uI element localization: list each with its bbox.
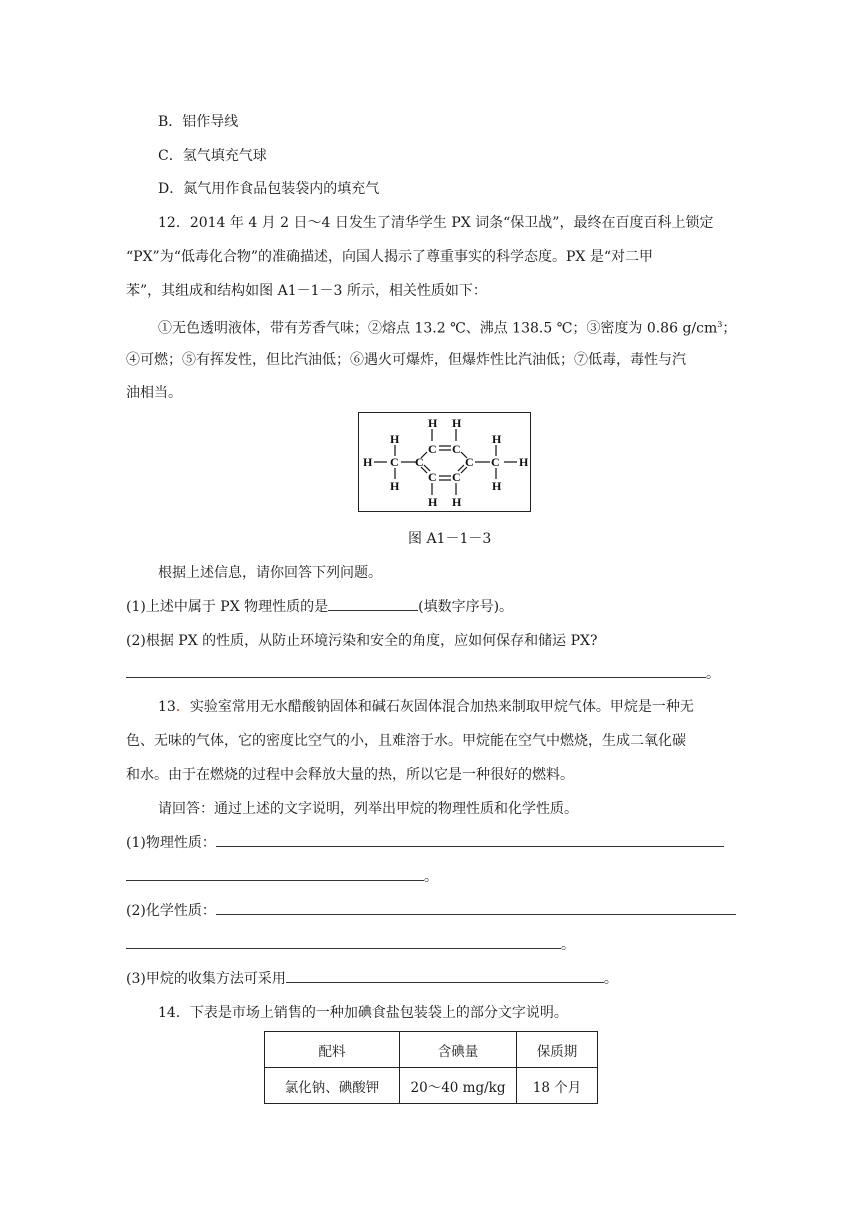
table-header-cell: 保质期 bbox=[517, 1032, 598, 1068]
superscript-3: 3 bbox=[717, 320, 723, 329]
q13-part-3 bbox=[126, 970, 618, 988]
atom-c-methyl-left: C bbox=[390, 455, 399, 469]
q12-part-2: (2)根据 PX 的性质，从防止环境污染和安全的角度，应如何保存和储运 PX? bbox=[126, 633, 598, 649]
q13-number: 13 bbox=[158, 699, 176, 715]
q12-answer-line bbox=[126, 665, 720, 683]
atom-h-1: H bbox=[390, 432, 400, 446]
atom-c-ring-bottom-right: C bbox=[452, 470, 461, 484]
q12-part-1-hint: (填数字序号)。 bbox=[418, 599, 514, 615]
q12-line-5: ④可燃；⑤有挥发性，但比汽油低；⑥遇火可爆炸，但爆炸性比汽油低；⑦低毒，毒性与汽 bbox=[126, 352, 686, 368]
figure-caption: 图 A1－1－3 bbox=[408, 531, 492, 547]
q13-dot: ． bbox=[175, 699, 190, 715]
table-header-cell: 含碘量 bbox=[400, 1032, 517, 1068]
atom-h-8: H bbox=[492, 432, 502, 446]
q12-line-4-text: ①无色透明液体，带有芳香气味；②熔点 13.2 ℃、沸点 138.5 ℃；③密度为 0.86 g/cm bbox=[158, 320, 718, 337]
atom-c-ring-right: C bbox=[465, 455, 474, 469]
q12-line-2: “PX”为“低毒化合物”的准确描述，向国人揭示了尊重事实的科学态度。PX 是“对二甲 bbox=[126, 249, 654, 265]
answer-blank[interactable] bbox=[328, 598, 418, 611]
q13-part-3-label: (3)甲烷的收集方法可采用 bbox=[126, 971, 286, 987]
q12-part-1-prompt: (1)上述中属于 PX 物理性质的是 bbox=[126, 599, 329, 615]
q13-part-2 bbox=[126, 902, 736, 920]
answer-blank[interactable] bbox=[216, 834, 724, 847]
q12-line-6: 油相当。 bbox=[126, 385, 182, 401]
q12-part-1 bbox=[126, 598, 513, 616]
answer-blank[interactable] bbox=[126, 665, 706, 678]
atom-h-6: H bbox=[428, 495, 438, 509]
atom-h-5: H bbox=[452, 416, 462, 430]
q12-line-4 bbox=[158, 316, 736, 338]
table-header-cell: 配料 bbox=[265, 1032, 400, 1068]
q12-ask: 根据上述信息，请你回答下列问题。 bbox=[158, 565, 382, 581]
q13-line-3: 和水。由于在燃烧的过程中会释放大量的热，所以它是一种很好的燃料。 bbox=[126, 767, 574, 783]
answer-blank[interactable] bbox=[286, 970, 604, 983]
option-c: C．氢气填充气球 bbox=[158, 148, 267, 164]
atom-h-3: H bbox=[390, 479, 400, 493]
period: 。 bbox=[424, 869, 438, 885]
atom-c-ring-top-left: C bbox=[428, 442, 437, 456]
atom-c-ring-bottom-left: C bbox=[428, 470, 437, 484]
option-b: B．铝作导线 bbox=[158, 114, 239, 130]
answer-blank[interactable] bbox=[216, 902, 736, 915]
period: 。 bbox=[706, 666, 720, 682]
q13-part-1-cont bbox=[126, 868, 438, 886]
q13-ask: 请回答：通过上述的文字说明，列举出甲烷的物理性质和化学性质。 bbox=[158, 801, 578, 817]
q13-part-2-cont bbox=[126, 936, 575, 954]
q13-line-1 bbox=[158, 698, 694, 716]
atom-h-10: H bbox=[492, 479, 502, 493]
answer-blank[interactable] bbox=[126, 936, 561, 949]
period: 。 bbox=[561, 937, 575, 953]
q12-line-1: 12．2014 年 4 月 2 日～4 日发生了清华学生 PX 词条“保卫战”，最终在百度百科上锁定 bbox=[158, 215, 714, 231]
table-cell: 氯化钠、碘酸钾 bbox=[265, 1068, 400, 1104]
atom-c-methyl-right: C bbox=[491, 455, 500, 469]
table-cell: 18 个月 bbox=[517, 1068, 598, 1104]
q13-part-1-label: (1)物理性质： bbox=[126, 835, 216, 851]
atom-h-2: H bbox=[363, 455, 373, 469]
q12-line-4-end: ； bbox=[722, 320, 737, 337]
q13-part-2-label: (2)化学性质： bbox=[126, 903, 216, 919]
q14-line: 14．下表是市场上销售的一种加碘食盐包装袋上的部分文字说明。 bbox=[158, 1005, 568, 1021]
answer-blank[interactable] bbox=[126, 868, 424, 881]
option-d: D．氮气用作食品包装袋内的填充气 bbox=[158, 181, 380, 197]
salt-label-table bbox=[264, 1031, 598, 1104]
q12-line-3: 苯”，其组成和结构如图 A1－1－3 所示，相关性质如下： bbox=[126, 283, 487, 299]
q13-line-2: 色、无味的气体，它的密度比空气的小，且难溶于水。甲烷能在空气中燃烧，生成二氧化碳 bbox=[126, 733, 686, 749]
atom-h-4: H bbox=[428, 416, 438, 430]
table-cell: 20～40 mg/kg bbox=[400, 1068, 517, 1104]
atom-c-ring-left: C bbox=[415, 455, 424, 469]
table-header-row bbox=[265, 1032, 598, 1068]
q13-part-1 bbox=[126, 834, 724, 852]
px-structure-figure bbox=[358, 412, 531, 512]
period: 。 bbox=[603, 971, 618, 987]
q13-text: 实验室常用无水醋酸钠固体和碱石灰固体混合加热来制取甲烷气体。甲烷是一种无 bbox=[189, 699, 694, 715]
atom-c-ring-top-right: C bbox=[452, 442, 461, 456]
px-structure-svg bbox=[359, 413, 532, 513]
table-row bbox=[265, 1068, 598, 1104]
atom-h-7: H bbox=[452, 495, 462, 509]
atom-h-9: H bbox=[519, 455, 529, 469]
